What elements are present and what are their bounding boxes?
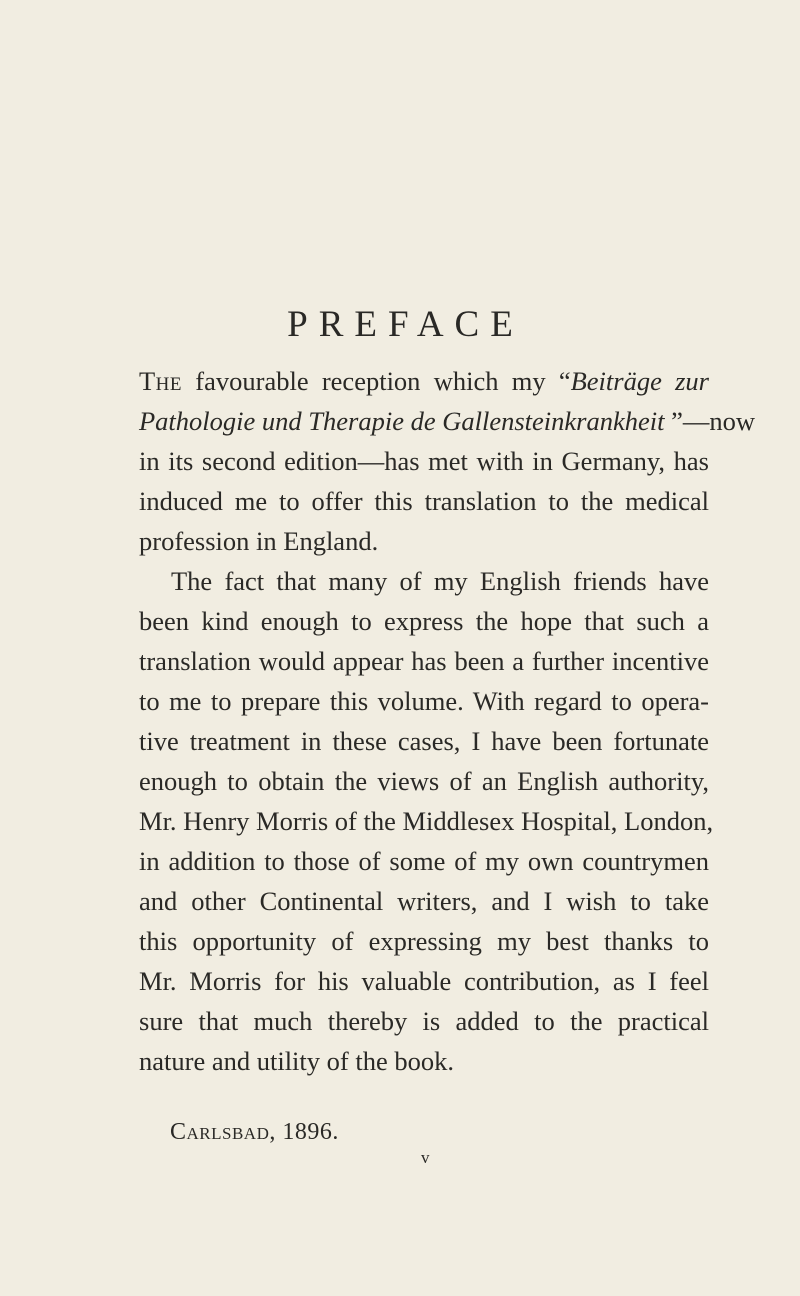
- preface-line-11: enough to obtain the views of an English authority,: [139, 766, 709, 796]
- preface-line-12: Mr. Henry Morris of the Middlesex Hospital, London,: [139, 806, 714, 836]
- preface-line-2: [139, 404, 756, 438]
- preface-line-1: [139, 364, 709, 398]
- book-title-italic: Beiträge zur: [570, 366, 709, 396]
- page-number: v: [421, 1148, 430, 1167]
- preface-line-17: sure that much thereby is added to the practical: [139, 1006, 709, 1036]
- page-title: PREFACE: [287, 303, 524, 345]
- preface-line-7: been kind enough to express the hope that such a: [139, 606, 709, 636]
- preface-line-10: tive treatment in these cases, I have been fortunate: [139, 726, 709, 756]
- opening-word: The: [139, 366, 183, 396]
- preface-line-15: this opportunity of expressing my best thanks to: [139, 926, 709, 956]
- preface-line-3: in its second edition—has met with in Germany, has: [139, 446, 709, 476]
- preface-line-4: induced me to offer this translation to the medical: [139, 486, 709, 516]
- preface-line-5: profession in England.: [139, 526, 379, 556]
- place-and-date: Carlsbad, 1896.: [170, 1119, 339, 1145]
- book-title-italic-cont: Pathologie und Therapie de Gallensteinkrankheit: [139, 406, 665, 436]
- line-text: ”—now: [671, 406, 756, 436]
- preface-line-18: nature and utility of the book.: [139, 1046, 454, 1076]
- preface-line-13: in addition to those of some of my own countrymen: [139, 846, 709, 876]
- line-text: favourable reception which my “: [182, 366, 571, 396]
- preface-line-14: and other Continental writers, and I wish to take: [139, 886, 709, 916]
- preface-line-8: translation would appear has been a further incentive: [139, 646, 709, 676]
- preface-line-9: to me to prepare this volume. With regard to opera-: [139, 686, 709, 716]
- preface-line-16: Mr. Morris for his valuable contribution, as I feel: [139, 966, 709, 996]
- preface-line-6: The fact that many of my English friends have: [171, 566, 709, 596]
